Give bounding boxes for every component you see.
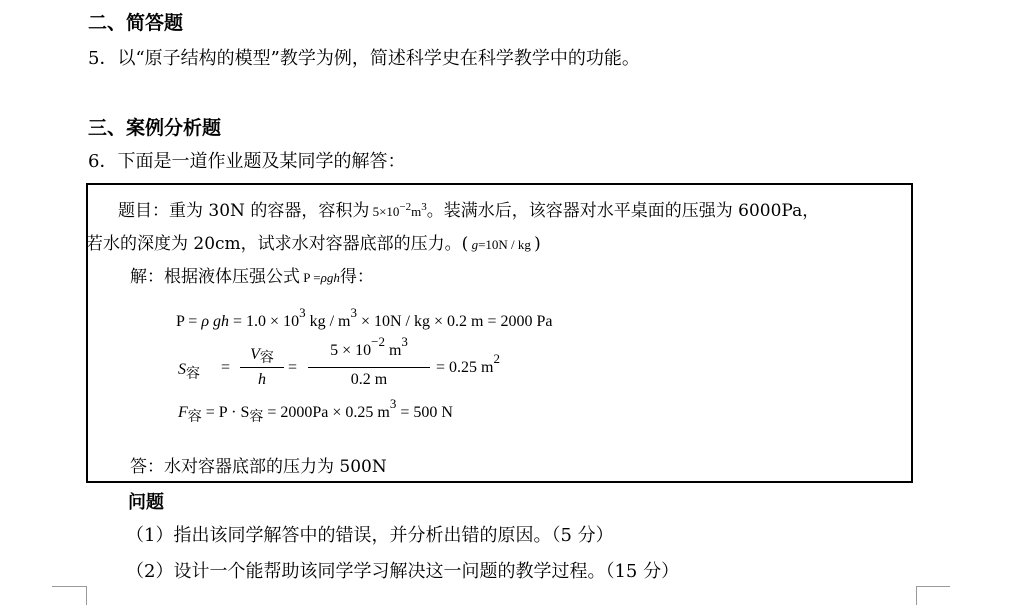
fraction-v-over-h-numerator: V容 bbox=[250, 346, 274, 366]
question-1: （1）指出该同学解答中的错误，并分析出错的原因。（5 分） bbox=[126, 525, 614, 546]
equation-force: F容 = P · S容 = 2000Pa × 0.25 $m^3 = 500$ N bbox=[178, 396, 453, 425]
solution-intro: 解：根据液体压强公式 P =ρgh得： bbox=[130, 267, 374, 287]
page-corner-marker-left bbox=[86, 586, 87, 605]
section2-heading: 二、简答题 bbox=[88, 12, 184, 34]
questions-title: 问题 bbox=[128, 492, 164, 513]
page-corner-marker-right bbox=[916, 586, 950, 587]
fraction-v-over-h-denominator: h bbox=[258, 371, 266, 388]
page-corner-marker-left bbox=[52, 586, 86, 587]
question-6: 6．下面是一道作业题及某同学的解答： bbox=[88, 151, 406, 172]
fraction-bar bbox=[308, 367, 430, 368]
section3-heading: 三、案例分析题 bbox=[88, 117, 222, 139]
fraction-volume-numerator: $5 \times 10^{-2}$ $m^3$ bbox=[330, 334, 408, 359]
page-corner-marker-right bbox=[916, 586, 917, 605]
fraction-bar bbox=[240, 367, 284, 368]
equation-pressure: P = ρ gh = $1.0 \times 10^3$ kg / $m^3 \times 10N$ / kg × 0.2 m = 2000 Pa bbox=[176, 305, 553, 330]
equals-sign: = bbox=[288, 359, 298, 376]
problem-line-2: 若水的深度为 20cm，试求水对容器底部的压力。( g=10N / kg ) bbox=[86, 234, 541, 254]
solution-box: 题目：重为 30N 的容器，容积为 $5\times 10^{-2}m^3$。装满水后，该容器对水平桌面的压强为 6000Pa， 若水的深度为 20cm，试求水对容器底部的压力。( g=10N / kg ) 解：根据液体压强公式 P =ρgh得： P = ρ gh = $1.0 \times 10^3$ kg / $m^3 \times 10N$ / kg × 0.2 m = 2000 Pa S容 = V容 h = $5 \times 10^{-2}$ $m^3$ 0.2 m = 0.25 $m^2$ F容 = P · S容 = 2000Pa × 0.25 $m^3 = 500$ N 答：水对容器底部的压力为 500N bbox=[86, 183, 913, 483]
answer-line: 答：水对容器底部的压力为 500N bbox=[130, 457, 387, 477]
equals-sign: = bbox=[221, 359, 231, 376]
area-result: = 0.25 $m^2$ bbox=[436, 351, 500, 376]
area-symbol: S bbox=[178, 361, 186, 378]
question-5: 5．以“原子结构的模型”教学为例，简述科学史在科学教学中的功能。 bbox=[88, 48, 640, 69]
problem-line-1: 题目：重为 30N 的容器，容积为 $5\times 10^{-2}m^3$。装满水后，该容器对水平桌面的压强为 6000Pa， bbox=[118, 201, 820, 221]
fraction-volume-denominator: 0.2 m bbox=[350, 371, 388, 388]
question-2: （2）设计一个能帮助该同学学习解决这一问题的教学过程。（15 分） bbox=[126, 561, 680, 582]
